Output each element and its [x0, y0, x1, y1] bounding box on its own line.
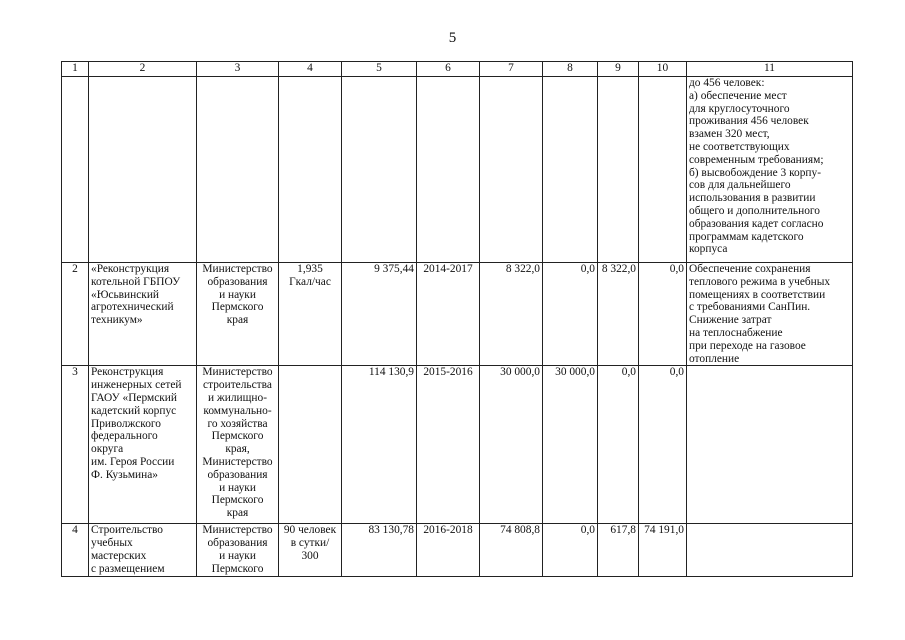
cell-line: для круглосуточного — [689, 102, 790, 115]
cell-ministry — [197, 263, 279, 366]
cell-funding-year-1: 30 000,0 — [543, 366, 598, 524]
cell-object-name — [89, 263, 197, 366]
cell-line: коммунально- — [203, 404, 272, 417]
cell-line: строительства — [203, 379, 272, 392]
column-header: 11 — [687, 62, 853, 77]
cell-number: 2 — [62, 263, 89, 366]
cell-line: «Юсьвинский — [91, 288, 160, 301]
page-number: 5 — [448, 30, 457, 46]
cell-line: при переходе на газовое — [689, 339, 806, 352]
cell-line: техникум» — [91, 314, 143, 327]
cell-line: б) высвобождение 3 корпу- — [689, 166, 822, 179]
cell-line: общего и дополнительного — [689, 204, 820, 217]
cell-line: мастерских — [91, 549, 147, 562]
cell-line: Пермского — [211, 301, 264, 314]
cell-funding-year-3: 74 191,0 — [639, 524, 687, 577]
cell-line: Пермского — [211, 430, 264, 443]
cell-line: и жилищно- — [207, 391, 268, 404]
cell-line: с размещением — [91, 562, 165, 575]
cell-line: 90 человек — [283, 524, 337, 537]
cell-line: Приволжского — [91, 417, 162, 430]
cell-line: взамен 320 мест, — [689, 128, 770, 141]
cell-line: теплового режима в учебных — [689, 275, 831, 288]
cell-line: ГАОУ «Пермский — [91, 391, 177, 404]
cell-line: инженерных сетей — [91, 379, 182, 392]
cell-funding-year-1: 0,0 — [543, 263, 598, 366]
cell-line: Ф. Кузьмина» — [91, 468, 158, 481]
cell-line: образования — [207, 275, 268, 288]
cell-line: края, — [225, 443, 250, 456]
cell-line: края — [226, 507, 249, 520]
cell-line: современным требованиям; — [689, 153, 824, 166]
cell-line: го хозяйства — [207, 417, 268, 430]
cell-line: Снижение затрат — [689, 314, 772, 327]
cell-period — [417, 77, 480, 263]
cell-object-name — [89, 524, 197, 577]
cell-funding-year-3 — [639, 77, 687, 263]
cell-funding-year-2 — [598, 77, 639, 263]
column-header: 4 — [279, 62, 342, 77]
cell-number — [62, 77, 89, 263]
cell-ministry — [197, 366, 279, 524]
cell-period: 2014-2017 — [417, 263, 480, 366]
cell-funding-total: 74 808,8 — [480, 524, 543, 577]
cell-funding-year-2: 0,0 — [598, 366, 639, 524]
cell-line: округа — [91, 443, 124, 456]
cell-line: 300 — [301, 549, 319, 562]
column-header: 2 — [89, 62, 197, 77]
cell-line: Гкал/час — [289, 275, 331, 288]
cell-line: на теплоснабжение — [689, 326, 783, 339]
cell-ministry — [197, 524, 279, 577]
cell-line: до 456 человек: — [689, 77, 765, 89]
cell-line: кадетский корпус — [91, 404, 177, 417]
cell-period: 2015-2016 — [417, 366, 480, 524]
cell-line: им. Героя России — [91, 455, 175, 468]
cell-line: учебных — [91, 537, 133, 550]
cell-line: образования — [207, 468, 268, 481]
cell-line: отопление — [689, 352, 740, 365]
cell-line: и науки — [219, 288, 256, 301]
cell-expected-result — [687, 263, 853, 366]
cell-line: Обеспечение сохранения — [689, 263, 811, 275]
cell-line: корпуса — [689, 243, 728, 256]
cell-line: агротехнический — [91, 301, 174, 314]
table-row — [62, 77, 853, 263]
cell-line: в сутки/ — [290, 537, 330, 550]
cell-line: «Реконструкция — [91, 263, 170, 275]
cell-line: и науки — [219, 481, 256, 494]
cell-funding-year-1 — [543, 77, 598, 263]
cell-total-cost: 83 130,78 — [342, 524, 417, 577]
column-header: 3 — [197, 62, 279, 77]
cell-capacity — [279, 524, 342, 577]
table-row — [62, 524, 853, 577]
cell-funding-total: 8 322,0 — [480, 263, 543, 366]
cell-funding-year-2: 8 322,0 — [598, 263, 639, 366]
cell-line: образования — [207, 537, 268, 550]
cell-expected-result — [687, 524, 853, 577]
cell-funding-year-1: 0,0 — [543, 524, 598, 577]
column-header: 5 — [342, 62, 417, 77]
table-row — [62, 263, 853, 366]
cell-capacity — [279, 77, 342, 263]
cell-funding-year-3: 0,0 — [639, 263, 687, 366]
column-header: 7 — [480, 62, 543, 77]
cell-line: использования в развитии — [689, 192, 816, 205]
header-row — [62, 62, 853, 77]
column-header: 1 — [62, 62, 89, 77]
cell-number: 3 — [62, 366, 89, 524]
cell-object-name — [89, 77, 197, 263]
cell-total-cost: 9 375,44 — [342, 263, 417, 366]
table-row — [62, 366, 853, 524]
cell-line: с требованиями СанПин. — [689, 301, 811, 314]
cell-funding-year-3: 0,0 — [639, 366, 687, 524]
cell-line: помещениях в соответствии — [689, 288, 826, 301]
cell-ministry — [197, 77, 279, 263]
cell-period: 2016-2018 — [417, 524, 480, 577]
cell-total-cost — [342, 77, 417, 263]
cell-line: проживания 456 человек — [689, 115, 809, 128]
cell-expected-result — [687, 366, 853, 524]
cell-expected-result — [687, 77, 853, 263]
cell-funding-total: 30 000,0 — [480, 366, 543, 524]
cell-line: Министерство — [202, 263, 273, 275]
column-header: 9 — [598, 62, 639, 77]
cell-number: 4 — [62, 524, 89, 577]
cell-line: не соответствующих — [689, 140, 790, 153]
column-header: 10 — [639, 62, 687, 77]
cell-line: котельной ГБПОУ — [91, 275, 181, 288]
cell-line: Строительство — [91, 524, 163, 537]
cell-line: и науки — [219, 549, 256, 562]
cell-object-name — [89, 366, 197, 524]
cell-line: Министерство — [202, 366, 273, 379]
cell-line: Министерство — [202, 524, 273, 537]
cell-line: а) обеспечение мест — [689, 89, 787, 102]
cell-line: края — [226, 314, 249, 327]
cell-funding-year-2: 617,8 — [598, 524, 639, 577]
program-table — [61, 61, 853, 577]
cell-line: образования кадет согласно — [689, 217, 824, 230]
cell-line: Пермского — [211, 494, 264, 507]
cell-capacity — [279, 366, 342, 524]
cell-line: Министерство — [202, 455, 273, 468]
cell-total-cost: 114 130,9 — [342, 366, 417, 524]
cell-line: федерального — [91, 430, 158, 443]
cell-line: Реконструкция — [91, 366, 164, 379]
cell-line: Пермского — [211, 562, 264, 575]
cell-capacity — [279, 263, 342, 366]
cell-line: 1,935 — [297, 263, 323, 275]
cell-funding-total — [480, 77, 543, 263]
column-header: 6 — [417, 62, 480, 77]
cell-line: программам кадетского — [689, 230, 804, 243]
column-header: 8 — [543, 62, 598, 77]
cell-line: сов для дальнейшего — [689, 179, 791, 192]
